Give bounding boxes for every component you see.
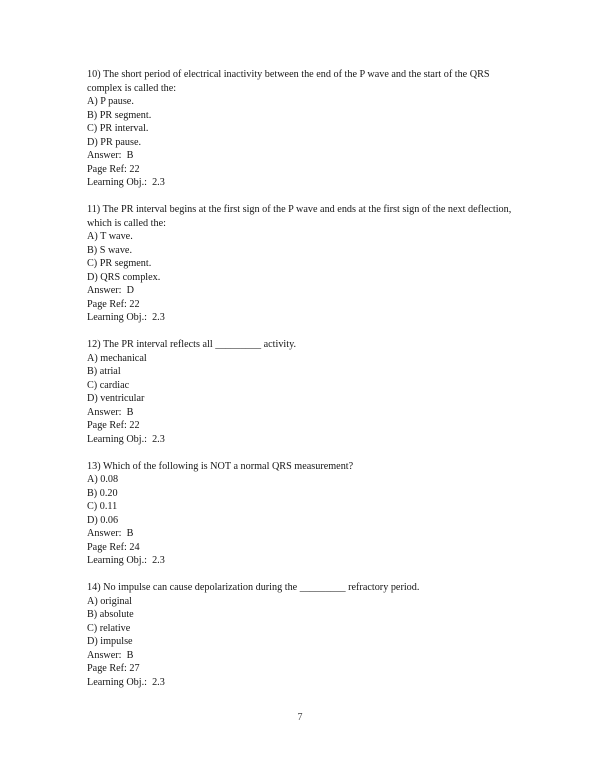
answer-line: Answer: B [87,150,134,161]
answer-option-a: A) mechanical [87,352,147,364]
learning-obj-line: Learning Obj.: 2.3 [87,433,165,445]
page-ref-line: Page Ref: 27 [87,663,140,674]
answer-option-b: B) S wave. [87,244,132,256]
answer-option-c: C) 0.11 [87,501,118,512]
page-ref-line: Page Ref: 22 [87,163,140,175]
answer-option-b: B) atrial [87,366,121,377]
answer-option-d: D) ventricular [87,393,145,404]
answer-option-b: B) absolute [87,609,134,620]
answer-option-d: D) PR pause. [87,136,142,148]
questions-area [87,68,519,703]
answer-option-c: C) relative [87,622,131,634]
learning-obj-line: Learning Obj.: 2.3 [87,555,165,566]
question-block-13 [87,460,519,568]
answer-option-c: C) PR segment. [87,258,152,269]
question-text: 13) Which of the following is NOT a normal QRS measurement? [87,460,354,472]
question-block-10 [87,68,519,190]
answer-option-d: D) 0.06 [87,514,119,526]
page-ref-line: Page Ref: 22 [87,298,140,310]
question-block-12 [87,338,519,446]
question-block-14 [87,581,519,689]
question-block-11 [87,203,519,325]
learning-obj-line: Learning Obj.: 2.3 [87,177,165,188]
question-text: 14) No impulse can cause depolarization during the _________ refractory period. [87,582,420,593]
answer-line: Answer: B [87,528,134,539]
answer-line: Answer: B [87,649,134,661]
answer-option-d: D) impulse [87,636,133,647]
answer-option-d: D) QRS complex. [87,271,161,283]
answer-line: Answer: B [87,406,134,418]
answer-option-b: B) PR segment. [87,109,152,121]
page-ref-line: Page Ref: 24 [87,541,140,553]
question-text: 12) The PR interval reflects all _________ activity. [87,339,297,350]
question-text: 11) The PR interval begins at the first sign of the P wave and ends at the first sign of the next deflection, which is called the: [87,204,514,229]
answer-option-c: C) cardiac [87,379,130,391]
learning-obj-line: Learning Obj.: 2.3 [87,312,165,323]
answer-option-a: A) 0.08 [87,474,119,485]
page-number: 7 [297,712,303,723]
answer-option-c: C) PR interval. [87,123,149,134]
answer-option-a: A) T wave. [87,231,133,242]
page-ref-line: Page Ref: 22 [87,420,140,431]
learning-obj-line: Learning Obj.: 2.3 [87,676,165,688]
answer-line: Answer: D [87,285,134,296]
answer-option-a: A) original [87,595,132,607]
answer-option-b: B) 0.20 [87,487,118,499]
question-text: 10) The short period of electrical inactivity between the end of the P wave and the start of the QRS complex is called the: [87,69,493,94]
answer-option-a: A) P pause. [87,96,134,107]
